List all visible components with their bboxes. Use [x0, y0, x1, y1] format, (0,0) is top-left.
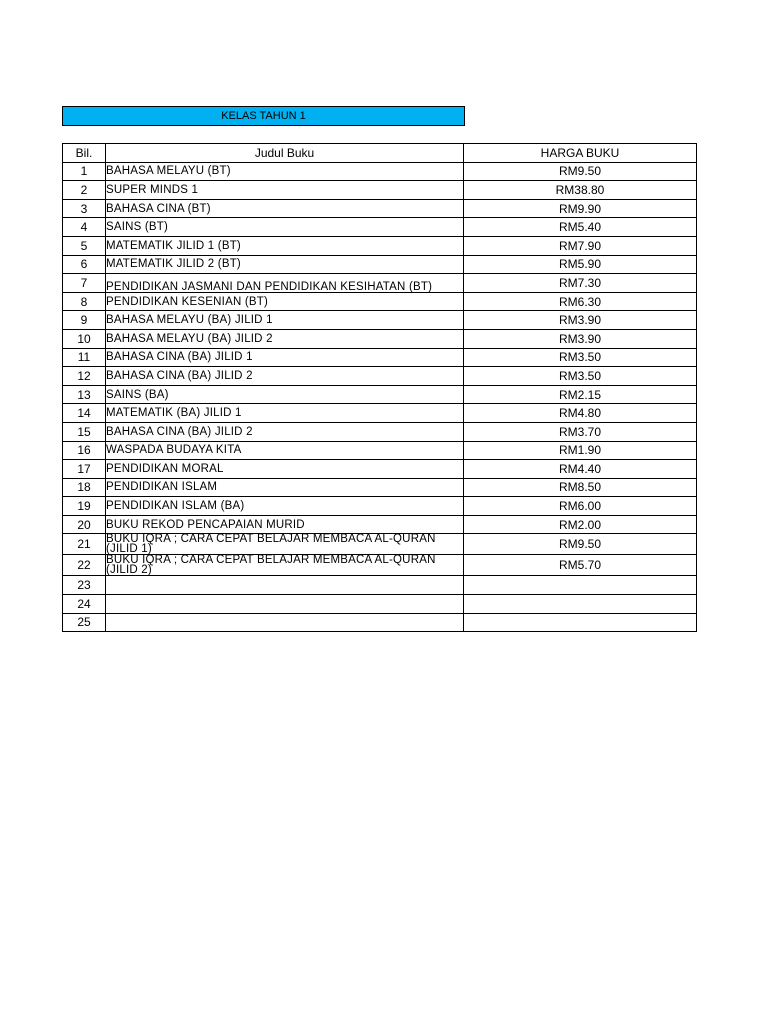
book-price: RM4.80 [464, 404, 697, 423]
header-price: HARGA BUKU [464, 144, 697, 163]
table-row [63, 162, 697, 181]
book-price [464, 595, 697, 614]
table-row [63, 367, 697, 386]
book-price: RM2.15 [464, 385, 697, 404]
table-row [63, 478, 697, 497]
table-row [63, 181, 697, 200]
book-price: RM9.50 [464, 534, 697, 555]
table-row [63, 515, 697, 534]
book-price: RM5.90 [464, 255, 697, 274]
book-price [464, 613, 697, 632]
row-number: 24 [63, 595, 106, 614]
book-title: PENDIDIKAN ISLAM [106, 478, 464, 497]
table-row [63, 385, 697, 404]
row-number: 9 [63, 311, 106, 330]
table-header-row [63, 144, 697, 163]
row-number: 6 [63, 255, 106, 274]
table-row [63, 199, 697, 218]
row-number: 19 [63, 497, 106, 516]
table-row [63, 274, 697, 293]
book-title: MATEMATIK JILID 2 (BT) [106, 255, 464, 274]
book-price: RM1.90 [464, 441, 697, 460]
book-title: SUPER MINDS 1 [106, 181, 464, 200]
book-price: RM7.30 [464, 274, 697, 293]
book-title [106, 576, 464, 595]
table-row [63, 348, 697, 367]
book-title: BAHASA MELAYU (BA) JILID 1 [106, 311, 464, 330]
book-price: RM9.90 [464, 199, 697, 218]
book-price: RM3.90 [464, 311, 697, 330]
row-number: 18 [63, 478, 106, 497]
table-row [63, 422, 697, 441]
book-price [464, 576, 697, 595]
table-row [63, 218, 697, 237]
table-row [63, 595, 697, 614]
book-title: BAHASA CINA (BT) [106, 199, 464, 218]
book-price: RM3.50 [464, 367, 697, 386]
book-title: SAINS (BT) [106, 218, 464, 237]
table-row [63, 576, 697, 595]
row-number: 3 [63, 199, 106, 218]
row-number: 13 [63, 385, 106, 404]
book-title: MATEMATIK JILID 1 (BT) [106, 236, 464, 255]
book-title: MATEMATIK (BA) JILID 1 [106, 404, 464, 423]
book-price: RM5.40 [464, 218, 697, 237]
row-number: 8 [63, 292, 106, 311]
row-number: 16 [63, 441, 106, 460]
class-heading: KELAS TAHUN 1 [62, 106, 465, 126]
table-row [63, 311, 697, 330]
row-number: 22 [63, 555, 106, 576]
book-title [106, 595, 464, 614]
header-title: Judul Buku [106, 144, 464, 163]
book-price: RM8.50 [464, 478, 697, 497]
book-title: BUKU IQRA ; CARA CEPAT BELAJAR MEMBACA AL-QURAN (JILID 1) [106, 534, 464, 555]
row-number: 15 [63, 422, 106, 441]
row-number: 5 [63, 236, 106, 255]
table-row [63, 534, 697, 555]
row-number: 10 [63, 329, 106, 348]
table-body [63, 162, 697, 632]
book-title: PENDIDIKAN ISLAM (BA) [106, 497, 464, 516]
book-price: RM3.50 [464, 348, 697, 367]
book-price: RM6.00 [464, 497, 697, 516]
row-number: 12 [63, 367, 106, 386]
row-number: 21 [63, 534, 106, 555]
book-title [106, 613, 464, 632]
row-number: 11 [63, 348, 106, 367]
table-row [63, 236, 697, 255]
table-row [63, 404, 697, 423]
table-row [63, 460, 697, 479]
book-title: PENDIDIKAN KESENIAN (BT) [106, 292, 464, 311]
book-title: WASPADA BUDAYA KITA [106, 441, 464, 460]
book-title: BUKU IQRA ; CARA CEPAT BELAJAR MEMBACA AL-QURAN (JILID 2) [106, 555, 464, 576]
table-row [63, 497, 697, 516]
book-title: BUKU REKOD PENCAPAIAN MURID [106, 515, 464, 534]
book-price-table [62, 143, 697, 632]
table-row [63, 292, 697, 311]
table-row [63, 613, 697, 632]
book-price: RM2.00 [464, 515, 697, 534]
table-row [63, 329, 697, 348]
row-number: 4 [63, 218, 106, 237]
book-price: RM6.30 [464, 292, 697, 311]
row-number: 1 [63, 162, 106, 181]
book-title: SAINS (BA) [106, 385, 464, 404]
book-price: RM9.50 [464, 162, 697, 181]
row-number: 17 [63, 460, 106, 479]
book-price: RM7.90 [464, 236, 697, 255]
table-row [63, 441, 697, 460]
book-price: RM3.90 [464, 329, 697, 348]
book-price: RM5.70 [464, 555, 697, 576]
header-bil: Bil. [63, 144, 106, 163]
row-number: 14 [63, 404, 106, 423]
table-row [63, 555, 697, 576]
book-price: RM3.70 [464, 422, 697, 441]
row-number: 2 [63, 181, 106, 200]
row-number: 23 [63, 576, 106, 595]
book-price: RM38.80 [464, 181, 697, 200]
book-title: BAHASA CINA (BA) JILID 1 [106, 348, 464, 367]
book-title: BAHASA MELAYU (BA) JILID 2 [106, 329, 464, 348]
row-number: 25 [63, 613, 106, 632]
book-title: PENDIDIKAN MORAL [106, 460, 464, 479]
book-title: BAHASA CINA (BA) JILID 2 [106, 422, 464, 441]
book-price: RM4.40 [464, 460, 697, 479]
book-title: PENDIDIKAN JASMANI DAN PENDIDIKAN KESIHATAN (BT) [106, 274, 464, 293]
book-title: BAHASA MELAYU (BT) [106, 162, 464, 181]
row-number: 20 [63, 515, 106, 534]
book-title: BAHASA CINA (BA) JILID 2 [106, 367, 464, 386]
row-number: 7 [63, 274, 106, 293]
table-row [63, 255, 697, 274]
